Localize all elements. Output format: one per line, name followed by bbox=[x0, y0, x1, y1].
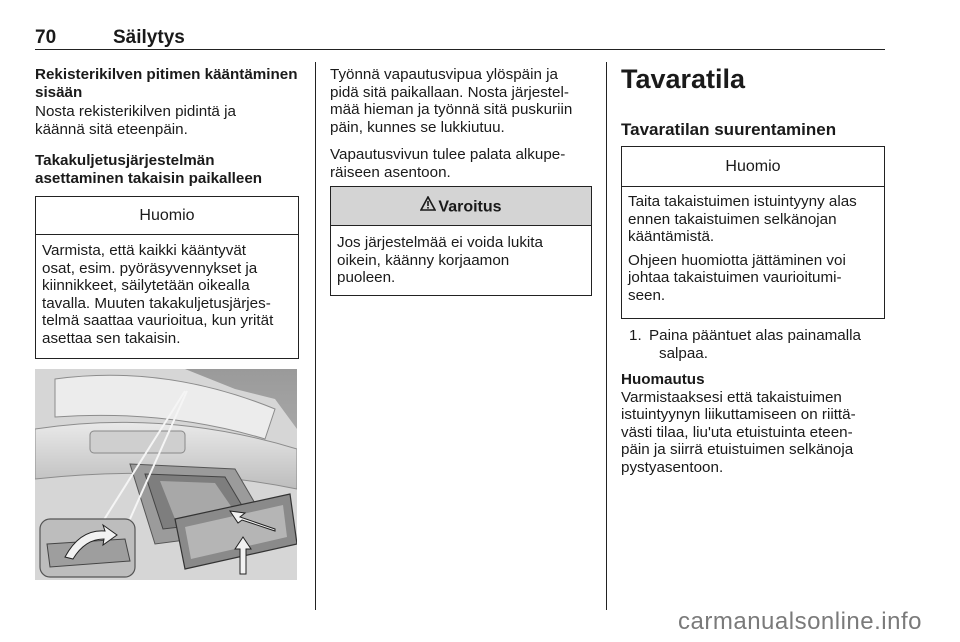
note-line: Varmistaaksesi että takaistuimen bbox=[621, 388, 842, 406]
notice-line: telmä saattaa vaurioitua, kun yrität bbox=[42, 312, 274, 330]
col1-text1 bbox=[35, 103, 300, 138]
notice-title: Huomio bbox=[36, 197, 298, 235]
notice-line: Ohjeen huomiotta jättäminen voi bbox=[628, 251, 846, 269]
text-line: Nosta rekisterikilven pidintä ja bbox=[35, 103, 236, 120]
text-line: Työnnä vapautusvipua ylöspäin ja bbox=[330, 66, 558, 83]
note-block bbox=[621, 371, 889, 477]
notice-line: Taita takaistuimen istuintyyny alas bbox=[628, 193, 857, 210]
notice-line: johtaa takaistuimen vaurioitumi- bbox=[628, 269, 842, 287]
text-line: räiseen asentoon. bbox=[330, 163, 451, 181]
note-title: Huomautus bbox=[621, 371, 705, 388]
text-line: käännä sitä eteenpäin. bbox=[35, 120, 188, 138]
text-line: päin, kunnes se lukkiutuu. bbox=[330, 118, 505, 136]
warning-line: oikein, käänny korjaamon bbox=[337, 251, 510, 269]
note-line: päin ja siirrä etuistuimen selkänoja bbox=[621, 441, 854, 459]
column-divider-1 bbox=[315, 62, 316, 610]
warning-line: Jos järjestelmää ei voida lukita bbox=[337, 234, 543, 251]
notice-line: osat, esim. pyöräsyvennykset ja bbox=[42, 259, 258, 277]
heading-line: Takakuljetusjärjestelmän bbox=[35, 152, 215, 169]
notice-line: kiinnikkeet, säilytetään oikealla bbox=[42, 277, 250, 295]
page-number: 70 bbox=[35, 27, 57, 48]
text-line: Vapautusvivun tulee palata alkupe- bbox=[330, 146, 566, 163]
step-line: salpaa. bbox=[659, 344, 708, 362]
step-line: Paina pääntuet alas painamalla bbox=[649, 327, 861, 344]
col1-heading2 bbox=[35, 152, 300, 187]
note-line: istuintyynyn liikuttamiseen on riittä- bbox=[621, 406, 856, 424]
step-1 bbox=[629, 327, 889, 362]
notice-box-carrier bbox=[35, 196, 299, 359]
heading-tavaratila: Tavaratila bbox=[621, 64, 746, 94]
notice-line: ennen takaistuimen selkänojan bbox=[628, 210, 837, 228]
heading-line: asettaminen takaisin paikalleen bbox=[35, 169, 263, 187]
text-line: mää hieman ja työnnä sitä puskuriin bbox=[330, 101, 573, 119]
heading-license-plate: Rekisterikilven pitimen kääntäminen sisään bbox=[35, 66, 298, 101]
section-title: Säilytys bbox=[113, 27, 185, 48]
column-divider-2 bbox=[606, 62, 607, 610]
notice-box-cargo bbox=[621, 146, 885, 319]
col2-para1 bbox=[330, 66, 595, 136]
warning-box bbox=[330, 186, 592, 296]
rear-carrier-illustration bbox=[35, 369, 297, 580]
warning-icon bbox=[420, 187, 436, 226]
notice-line: tavalla. Muuten takakuljetusjärjes- bbox=[42, 294, 271, 312]
heading-tavaratilan-suurentaminen: Tavaratilan suurentaminen bbox=[621, 120, 837, 139]
note-line: pystyasentoon. bbox=[621, 458, 724, 476]
warning-title: Varoitus bbox=[438, 198, 502, 216]
header-rule bbox=[35, 49, 885, 50]
notice-line: seen. bbox=[628, 286, 666, 304]
notice-line: kääntämistä. bbox=[628, 228, 715, 246]
col2-para2 bbox=[330, 146, 595, 181]
step-number: 1. bbox=[629, 327, 642, 344]
notice-line: Varmista, että kaikki kääntyvät bbox=[42, 242, 246, 259]
notice-title: Huomio bbox=[622, 147, 884, 187]
col1-heading1 bbox=[35, 66, 300, 101]
notice-line: asettaa sen takaisin. bbox=[42, 329, 181, 347]
note-line: västi tilaa, liu'uta etuistuinta eteen- bbox=[621, 423, 853, 441]
text-line: pidä sitä paikallaan. Nosta järjestel- bbox=[330, 83, 569, 101]
warning-header bbox=[331, 187, 591, 226]
warning-line: puoleen. bbox=[337, 269, 396, 287]
watermark: carmanualsonline.info bbox=[678, 608, 922, 635]
